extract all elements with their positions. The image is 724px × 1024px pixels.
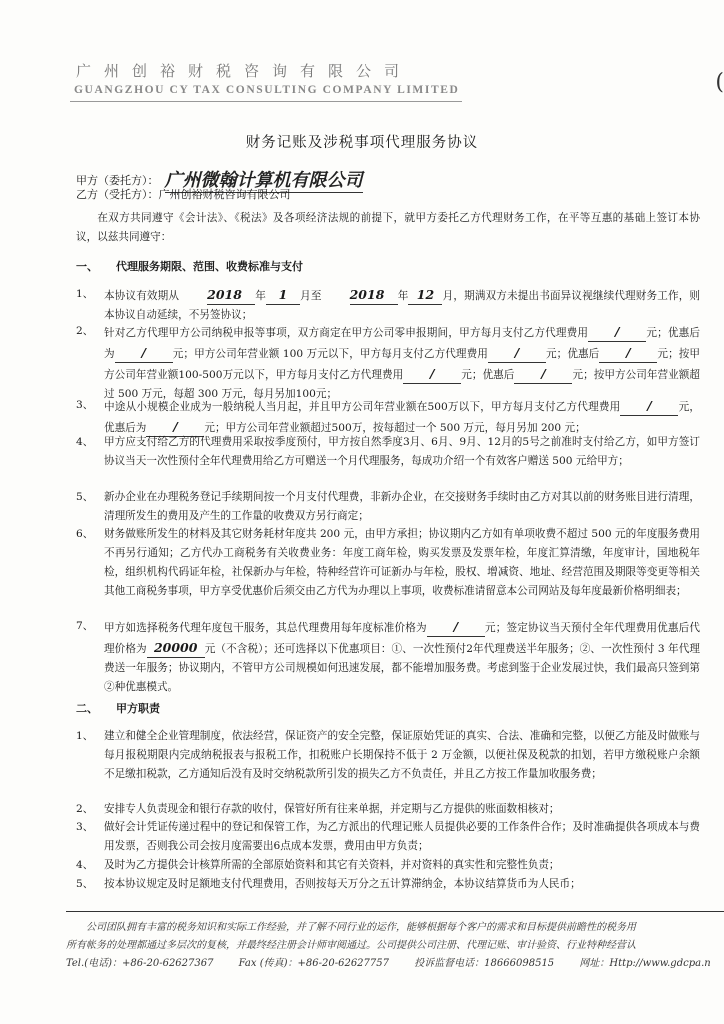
s2-item-2 <box>76 800 700 819</box>
section-2-heading <box>76 700 160 716</box>
fee-field: / <box>588 322 646 342</box>
s1-item-5 <box>76 488 700 526</box>
item-text: 元；甲方公司年营业额 100 万元以下，甲方每月支付乙方代理费用 <box>172 348 488 360</box>
footer-tel: Tel.(电话)：+86-20-62627367 <box>66 958 214 969</box>
item-text: 元；优惠后 <box>545 348 600 360</box>
footer-supervise: 投诉监督电话：18666098515 <box>414 958 555 969</box>
footer-divider <box>66 911 724 912</box>
document-title: 财务记账及涉税事项代理服务协议 <box>245 135 479 151</box>
end-month-field: 12 <box>408 285 442 305</box>
section-2-title: 甲方职责 <box>116 702 160 715</box>
fee-field: / <box>146 417 204 437</box>
item-text: 甲方如选择税务代理年度包干服务，其总代理费用每年度标准价格为 <box>104 622 427 634</box>
item-number: 2、 <box>76 803 94 815</box>
item-number: 7、 <box>76 620 94 632</box>
s1-item-3 <box>76 396 700 438</box>
header-divider <box>70 101 462 102</box>
item-number: 4、 <box>76 859 94 871</box>
item-text: 中途从小规模企业成为一般纳税人当月起，并且甲方公司年营业额在500万以下，甲方每月支付乙方代理费用 <box>104 401 621 413</box>
item-text: 年 <box>397 290 409 302</box>
item-text: 按本协议规定及时足额地支付代理费用，否则按每天万分之五计算滞纳金，本协议结算货币为人民币； <box>104 878 581 890</box>
preamble: 在双方共同遵守《会计法》、《税法》及各项经济法规的前提下，就甲方委托乙方代理财务工作，在平等互惠的基础上签订本协议，以兹共同遵守： <box>76 212 700 243</box>
footer-fax: Fax (传真)：+86-20-62627757 <box>238 958 389 969</box>
item-text: 元；按甲方公司年营业额超过 500 万元，每超 300 万元，每月另加100元； <box>104 369 700 400</box>
item-number: 6、 <box>76 528 94 540</box>
footer-contact <box>66 954 724 969</box>
section-2-number: 二、 <box>76 702 98 715</box>
item-text: 元；签定协议当天预付全年代理费用优惠后代理价格为 <box>104 622 701 655</box>
item-number: 1、 <box>76 730 94 742</box>
item-text: 元，优惠后为 <box>104 401 701 434</box>
start-month-field: 1 <box>266 285 300 305</box>
item-number: 5、 <box>76 491 94 503</box>
item-text: 及时为乙方提供会计核算所需的全部原始资料和其它有关资料，并对资料的真实性和完整性负责； <box>104 859 560 871</box>
item-text: 元；优惠后 <box>461 369 515 381</box>
fee-field: / <box>115 343 173 363</box>
fee-field: / <box>427 617 485 637</box>
fee-field: / <box>403 364 461 384</box>
item-text: 建立和健全企业管理制度，依法经营，保证资产的安全完整，保证原始凭证的真实、合法、准确和完整，以便乙方能及时做账与每月报税期限内完成纳税报表与报税工作，扣税账户长期保持不低于 2 万金额，以便社保及税款的扣划，若甲方缴税账户余额不足缴扣税款，乙方通知后没有及时交纳税款所引发的损失乙方不负责任，并且乙方按工作量加收服务费； <box>104 730 700 780</box>
footer-line-2: 所有帐务的处理都通过多层次的复核，并最终经注册会计师审阅通过。公司提供公司注册、代理记账、审计验资、行业特种经营认 <box>66 940 636 951</box>
section-1-number: 一、 <box>76 260 98 273</box>
s1-item-6 <box>76 525 700 601</box>
item-number: 1、 <box>76 288 94 300</box>
fee-field: 20000 <box>147 638 205 658</box>
item-number: 3、 <box>76 821 94 833</box>
s1-item-7 <box>76 617 700 697</box>
item-text: 月至 <box>300 290 322 302</box>
item-number: 2、 <box>76 325 94 337</box>
item-text: 年 <box>255 290 266 302</box>
party-b-value: 广州创裕财税咨询有限公司 <box>158 188 291 201</box>
item-text: 本协议有效期从 <box>104 290 180 302</box>
fee-field: / <box>599 343 657 363</box>
footer-line-1: 公司团队拥有丰富的税务知识和实际工作经验，并了解不同行业的运作，能够根据每个客户的需求和目标提供前瞻性的税务用 <box>86 922 636 933</box>
fee-field: / <box>514 364 572 384</box>
item-text: 元；按甲方公司年营业额100-500万元以下，甲方每月支付乙方代理费用 <box>104 348 701 381</box>
item-text: 财务做账所发生的材料及其它财务耗材年度共 200 元，由甲方承担；协议期内乙方如有单项收费不超过 500 元的年度服务费用不再另行通知；乙方代办工商税务有关收费业务：年度工商年检，购买发票及发票年检，年度汇算清缴，年度审计，国地税年检，组织机构代码证年检，社保新办与年检，特种经营许可证新办与年检，股权、增减资、地址、经营范围及期限等变更等相关其他工商税务事项，甲方享受优惠价后须交由乙方代为办理以上事项，收费标准请留意本公司网站及每年度最新价格明细表； <box>104 528 700 597</box>
item-text: 元（不含税）；还可选择以下优惠项目：①、一次性预付2年代理费送半年服务；②、一次性预付 3 年代理费送一年服务；协议期内，不管甲方公司规模如何迅速发展，都不能增加服务费。考虑到鉴于企业发展过快，我们最高只签到第②种优惠模式。 <box>104 643 700 693</box>
item-text: 安排专人负责现金和银行存款的收付，保管好所有往来单据，并定期与乙方提供的账面数相核对； <box>104 803 560 815</box>
start-year-field: 2018 <box>207 285 255 305</box>
item-number: 5、 <box>76 878 94 890</box>
party-b-label: 乙方（受托方）： <box>76 188 159 201</box>
s2-item-3 <box>76 818 700 856</box>
section-1-heading <box>76 258 303 274</box>
s2-item-5 <box>76 875 700 894</box>
item-text: 元；优惠后为 <box>104 327 701 360</box>
item-number: 4、 <box>76 436 94 448</box>
s2-item-1 <box>76 727 700 784</box>
item-text: 元；甲方公司年营业额超过500万，按每超过一个 500 万元，每月另加 200 元； <box>204 422 586 434</box>
fee-field: / <box>620 396 678 416</box>
s1-item-2 <box>76 322 700 404</box>
footer-web: 网址：Http://www.gdcpa.n <box>579 958 711 969</box>
item-number: 3、 <box>76 399 94 411</box>
end-year-field: 2018 <box>350 285 398 305</box>
company-name-cn: 广州创裕财税咨询有限公司 <box>76 62 413 80</box>
party-a-label: 甲方（委托方）： <box>76 174 159 187</box>
item-text: 甲方应支付给乙方的代理费用采取按季度预付，甲方按自然季度3月、6月、9月、12月的5号之前准时支付给乙方，如甲方签订协议当天一次性预付全年代理费用给乙方可赠送一个月代理服务，每成功介绍一个有效客户赠送 500 元给甲方； <box>104 436 700 467</box>
company-name-en: GUANGZHOU CY TAX CONSULTING COMPANY LIMITED <box>74 84 460 96</box>
party-a-value: 广州微翰计算机有限公司 <box>165 166 363 193</box>
section-1-title: 代理服务期限、范围、收费标准与支付 <box>116 260 303 273</box>
item-text: 做好会计凭证传递过程中的登记和保管工作，为乙方派出的代理记账人员提供必要的工作条件合作；及时准确提供各项成本与费用发票，否则我公司会按月度需要出6点成本发票，费用由甲方负责； <box>104 821 700 852</box>
page-edge-mark: ( <box>715 70 724 95</box>
fee-field: / <box>488 343 546 363</box>
item-text: 月，期满双方未提出书面异议视继续代理财务工作，则本协议自动延续，不另签协议； <box>104 290 701 321</box>
s1-item-1 <box>76 285 700 325</box>
item-text: 针对乙方代理甲方公司纳税申报等事项，双方商定在甲方公司零申报期间，甲方每月支付乙方代理费用 <box>104 327 589 339</box>
item-text: 新办企业在办理税务登记手续期间按一个月支付代理费，非新办企业，在交接财务手续时由乙方对其以前的财务账目进行清理，清理所发生的费用及产生的工作量的收费双方另行商定； <box>104 491 700 522</box>
s2-item-4 <box>76 856 700 875</box>
s1-item-4 <box>76 433 700 471</box>
party-b <box>76 186 291 202</box>
